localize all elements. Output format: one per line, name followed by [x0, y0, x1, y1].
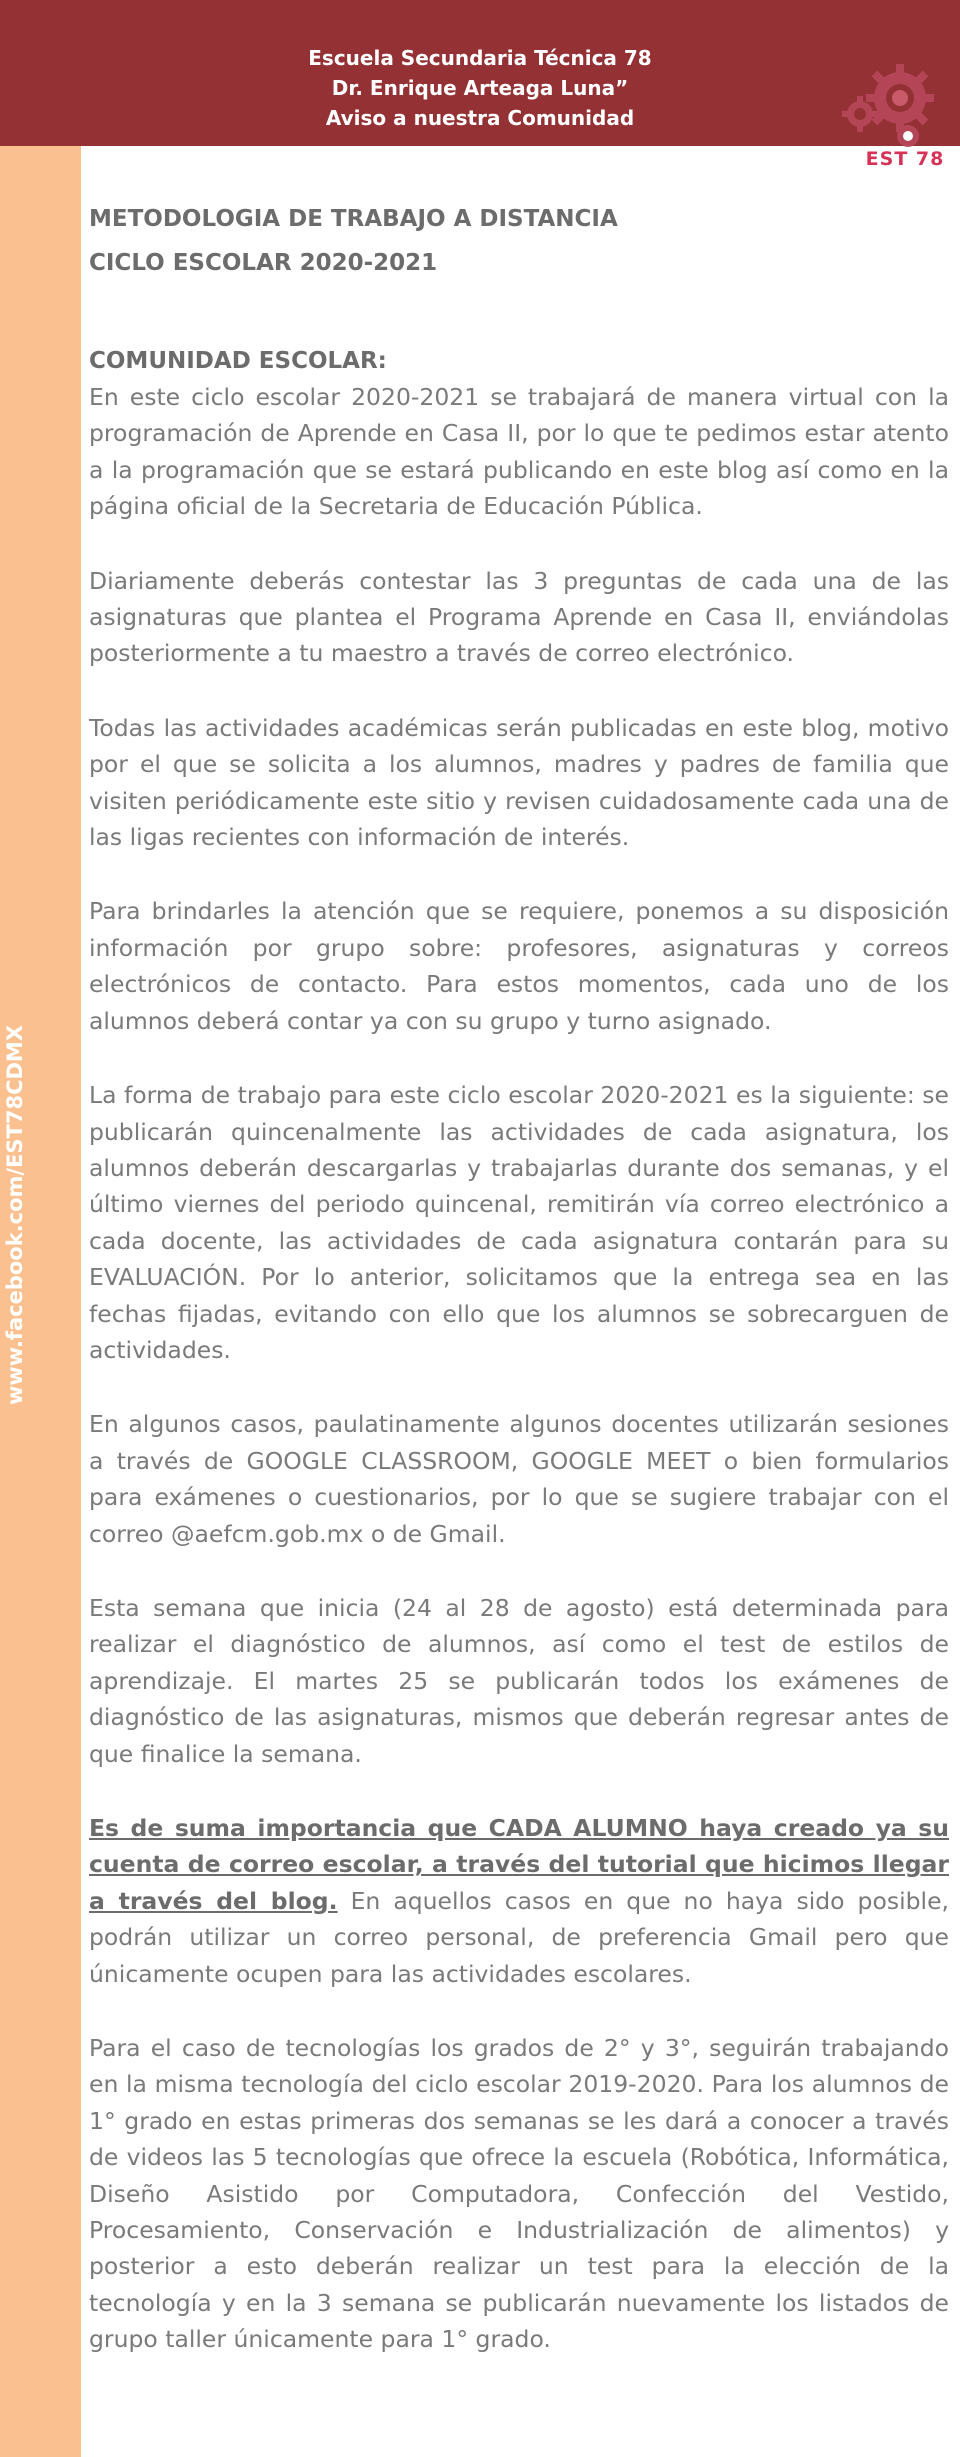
notice-heading: Aviso a nuestra Comunidad — [325, 106, 635, 130]
paragraph-blog-activities: Todas las actividades académicas serán publicadas en este blog, motivo por el que se solicita a los alumnos, madres y padres de familia que visiten periódicamente este sitio y revisen cuidadosamente cada una de las ligas recientes con información de interés. — [89, 713, 949, 852]
document-title — [89, 197, 949, 285]
gear-logo-icon — [838, 56, 948, 156]
paragraph-diagnostic-week: Esta semana que inicia (24 al 28 de agosto) está determinada para realizar el diagnóstico de alumnos, así como el test de estilos de aprendizaje. El martes 25 se publicarán todos los exámenes de diagnóstico de las asignaturas, mismos que deberán regresar antes de que finalice la semana. — [89, 1593, 949, 1768]
title-line-2: CICLO ESCOLAR 2020-2021 — [89, 250, 438, 276]
facebook-link[interactable]: www.facebook.com/EST78CDMX — [3, 1024, 27, 1406]
paragraph-email-account — [89, 1810, 949, 1992]
school-name: Escuela Secundaria Técnica 78 — [308, 46, 652, 70]
paragraph-virtual-work: En este ciclo escolar 2020-2021 se trabajará de manera virtual con la programación de Aprende en Casa II, por lo que te pedimos estar atento a la programación que se estará publicando en este blog así como en la página oficial de la Secretaria de Educación Pública. — [89, 383, 949, 521]
school-namesake: Dr. Enrique Arteaga Luna” — [331, 76, 629, 100]
community-heading: COMUNIDAD ESCOLAR: — [89, 348, 387, 374]
document-body — [89, 197, 949, 2396]
header-banner — [0, 0, 960, 170]
paragraph-group-info: Para brindarles la atención que se requiere, ponemos a su disposición información por grupo sobre: profesores, asignaturas y correos electrónicos de contacto. Para estos momentos, cada uno de los alumnos deberá contar ya con su grupo y turno asignado. — [89, 897, 949, 1035]
paragraph-google-tools: En algunos casos, paulatinamente algunos docentes utilizarán sesiones a través de GOOGLE CLASSROOM, GOOGLE MEET o bien formularios para exámenes o cuestionarios, por lo que se sugiere trabajar con el correo @aefcm.gob.mx o de Gmail. — [89, 1410, 949, 1548]
paragraph-daily-questions: Diariamente deberás contestar las 3 preguntas de cada una de las asignaturas que plantea el Programa Aprende en Casa II, enviándolas posteriormente a tu maestro a través de correo electrónico. — [89, 566, 949, 668]
paragraph-technologies: Para el caso de tecnologías los grados de 2° y 3°, seguirán trabajando en la misma tecnología del ciclo escolar 2019-2020. Para los alumnos de 1° grado en estas primeras dos semanas se les dará a conocer a través de videos las 5 tecnologías que ofrece la escuela (Robótica, Informática, Diseño Asistido por Computadora, Confección del Vestido, Procesamiento, Conservación e Industrialización de alimentos) y posterior a esto deberán realizar un test para la elección de la tecnología y en la 3 semana se publicarán nuevamente los listados de grupo taller únicamente para 1° grado. — [89, 2034, 949, 2354]
title-line-1: METODOLOGIA DE TRABAJO A DISTANCIA — [89, 206, 618, 232]
important-notice-continued: En aquellos casos en que no haya sido posible, podrán utilizar un correo personal, de preferencia Gmail pero que únicamente ocupen para las actividades escolares. — [89, 1886, 949, 1988]
school-name-block — [250, 43, 710, 133]
paragraph-work-method: La forma de trabajo para este ciclo escolar 2020-2021 es la siguiente: se publicarán quincenalmente las actividades de cada asignatura, los alumnos deberán descargarlas y trabajarlas durante dos semanas, y el último viernes del periodo quincenal, remitirán vía correo electrónico a cada docente, las actividades de cada asignatura contarán para su EVALUACIÓN. Por lo anterior, solicitamos que la entrega sea en las fechas fijadas, evitando con ello que los alumnos se sobrecarguen de actividades. — [89, 1081, 949, 1364]
logo-caption: EST 78 — [865, 148, 945, 170]
important-notice: Es de suma importancia que CADA ALUMNO haya creado ya su cuenta de correo escolar, a través del tutorial que hicimos llegar a través del blog. — [89, 1814, 949, 1915]
